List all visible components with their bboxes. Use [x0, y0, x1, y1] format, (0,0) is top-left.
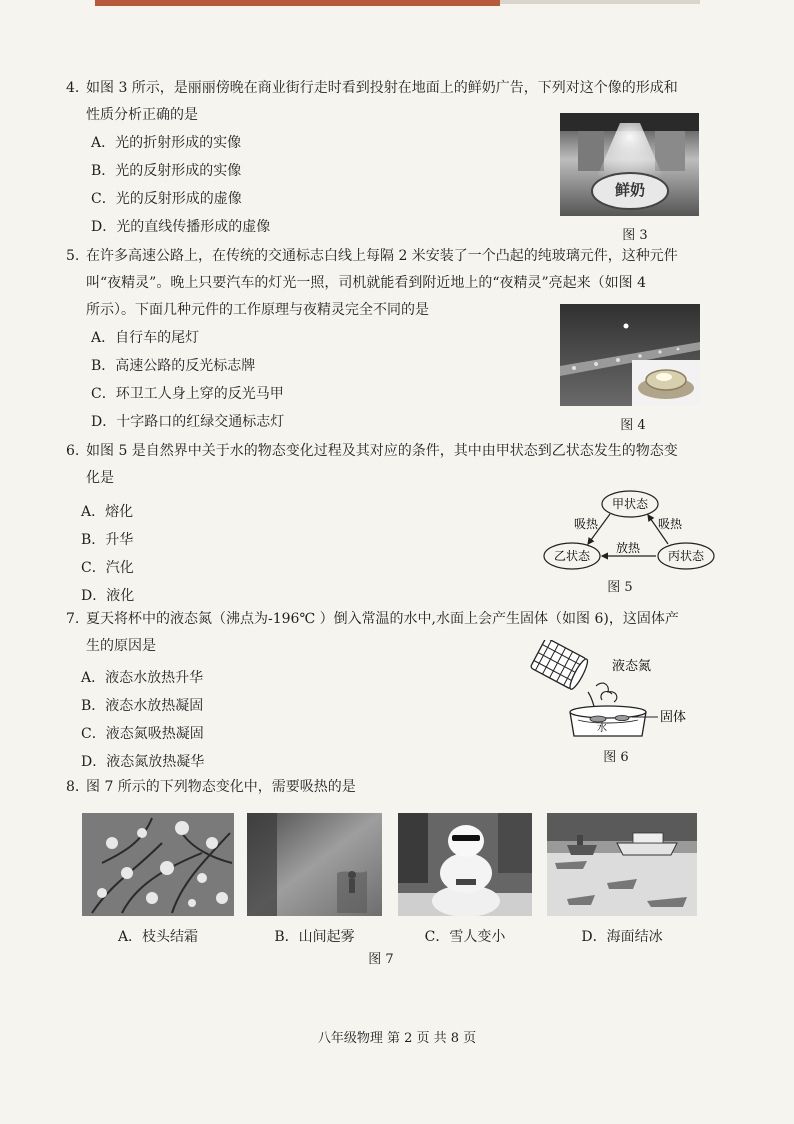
option-b[interactable]: B．液态水放热凝固 [81, 698, 204, 714]
option-a-label[interactable]: A．枝头结霜 [117, 929, 199, 945]
liquid-nitrogen-label: 液态氮 [612, 659, 652, 674]
question-number: 7. [66, 611, 80, 627]
question-stem-cont: 化是 [86, 470, 114, 486]
question-stem-cont: 性质分析正确的是 [86, 107, 198, 123]
option-c[interactable]: C．汽化 [81, 560, 134, 576]
question-stem: 如图 3 所示，是丽丽傍晚在商业街行走时看到投射在地面上的鲜奶广告，下列对这个像的形成和 [86, 80, 678, 96]
option-c-label[interactable]: C．雪人变小 [424, 929, 506, 945]
option-b[interactable]: B．光的反射形成的实像 [91, 163, 242, 179]
figure-4-caption: 图 4 [620, 418, 646, 433]
figure-6-diagram [522, 640, 702, 742]
option-d[interactable]: D．十字路口的红绿交通标志灯 [91, 414, 285, 430]
option-a[interactable]: A．熔化 [81, 504, 134, 520]
water-label: 水 [597, 723, 607, 734]
state-a-label: 甲状态 [611, 497, 649, 511]
solid-label: 固体 [660, 710, 687, 725]
state-b-label: 乙状态 [553, 549, 591, 563]
top-gray-band [500, 0, 700, 4]
figure-5-caption: 图 5 [607, 580, 633, 595]
question-stem: 在许多高速公路上，在传统的交通标志白线上每隔 2 米安装了一个凸起的纯玻璃元件，这种元件 [86, 248, 678, 264]
question-stem-cont: 叫“夜精灵”。晚上只要汽车的灯光一照，司机就能看到附近地上的“夜精灵”亮起来（如图 4 [86, 275, 646, 291]
figure-3-caption: 图 3 [622, 228, 648, 243]
photo-snowman [398, 813, 532, 916]
question-stem-cont: 所示）。下面几种元件的工作原理与夜精灵完全不同的是 [86, 302, 429, 318]
option-a[interactable]: A．自行车的尾灯 [91, 330, 200, 346]
state-c-label: 丙状态 [667, 549, 705, 563]
option-b[interactable]: B．高速公路的反光标志牌 [91, 358, 256, 374]
question-stem: 图 7 所示的下列物态变化中，需要吸热的是 [86, 779, 356, 795]
photo-mountain-fog [247, 813, 382, 916]
question-stem-cont: 生的原因是 [86, 638, 156, 654]
figure-7-caption: 图 7 [368, 952, 394, 967]
figure-6-caption: 图 6 [603, 750, 629, 765]
tilted-cup [530, 640, 590, 691]
option-b-label[interactable]: B．山间起雾 [274, 929, 355, 945]
figure-5-diagram [540, 486, 715, 576]
figure-3-photo [560, 113, 699, 216]
option-b[interactable]: B．升华 [81, 532, 134, 548]
question-stem: 如图 5 是自然界中关于水的物态变化过程及其对应的条件，其中由甲状态到乙状态发生的物态变 [86, 443, 678, 459]
option-d-label[interactable]: D．海面结冰 [581, 929, 663, 945]
option-d[interactable]: D．液化 [81, 588, 135, 604]
question-number: 6. [66, 443, 80, 459]
question-number: 8. [66, 779, 80, 795]
top-color-band [95, 0, 500, 6]
question-number: 5. [66, 248, 80, 264]
label-left: 吸热 [574, 517, 599, 531]
ad-text: 鲜奶 [614, 181, 646, 199]
option-c[interactable]: C．环卫工人身上穿的反光马甲 [91, 386, 284, 402]
option-c[interactable]: C．光的反射形成的虚像 [91, 191, 242, 207]
label-bottom: 放热 [616, 541, 641, 555]
question-stem: 夏天将杯中的液态氮（沸点为-196℃ ）倒入常温的水中,水面上会产生固体（如图 6)，这固体产 [86, 611, 679, 627]
figure-4-photo [560, 304, 700, 406]
photo-frost-branches [82, 813, 234, 916]
option-a[interactable]: A．液态水放热升华 [81, 670, 204, 686]
photo-frozen-sea [547, 813, 697, 916]
option-c[interactable]: C．液态氮吸热凝固 [81, 726, 204, 742]
label-right: 吸热 [658, 517, 683, 531]
option-a[interactable]: A．光的折射形成的实像 [91, 135, 242, 151]
question-8 [66, 774, 716, 801]
page-footer: 八年级物理 第 2 页 共 8 页 [317, 1031, 477, 1046]
question-number: 4. [66, 80, 80, 96]
option-d[interactable]: D．光的直线传播形成的虚像 [91, 219, 271, 235]
option-d[interactable]: D．液态氮放热凝华 [81, 754, 205, 770]
